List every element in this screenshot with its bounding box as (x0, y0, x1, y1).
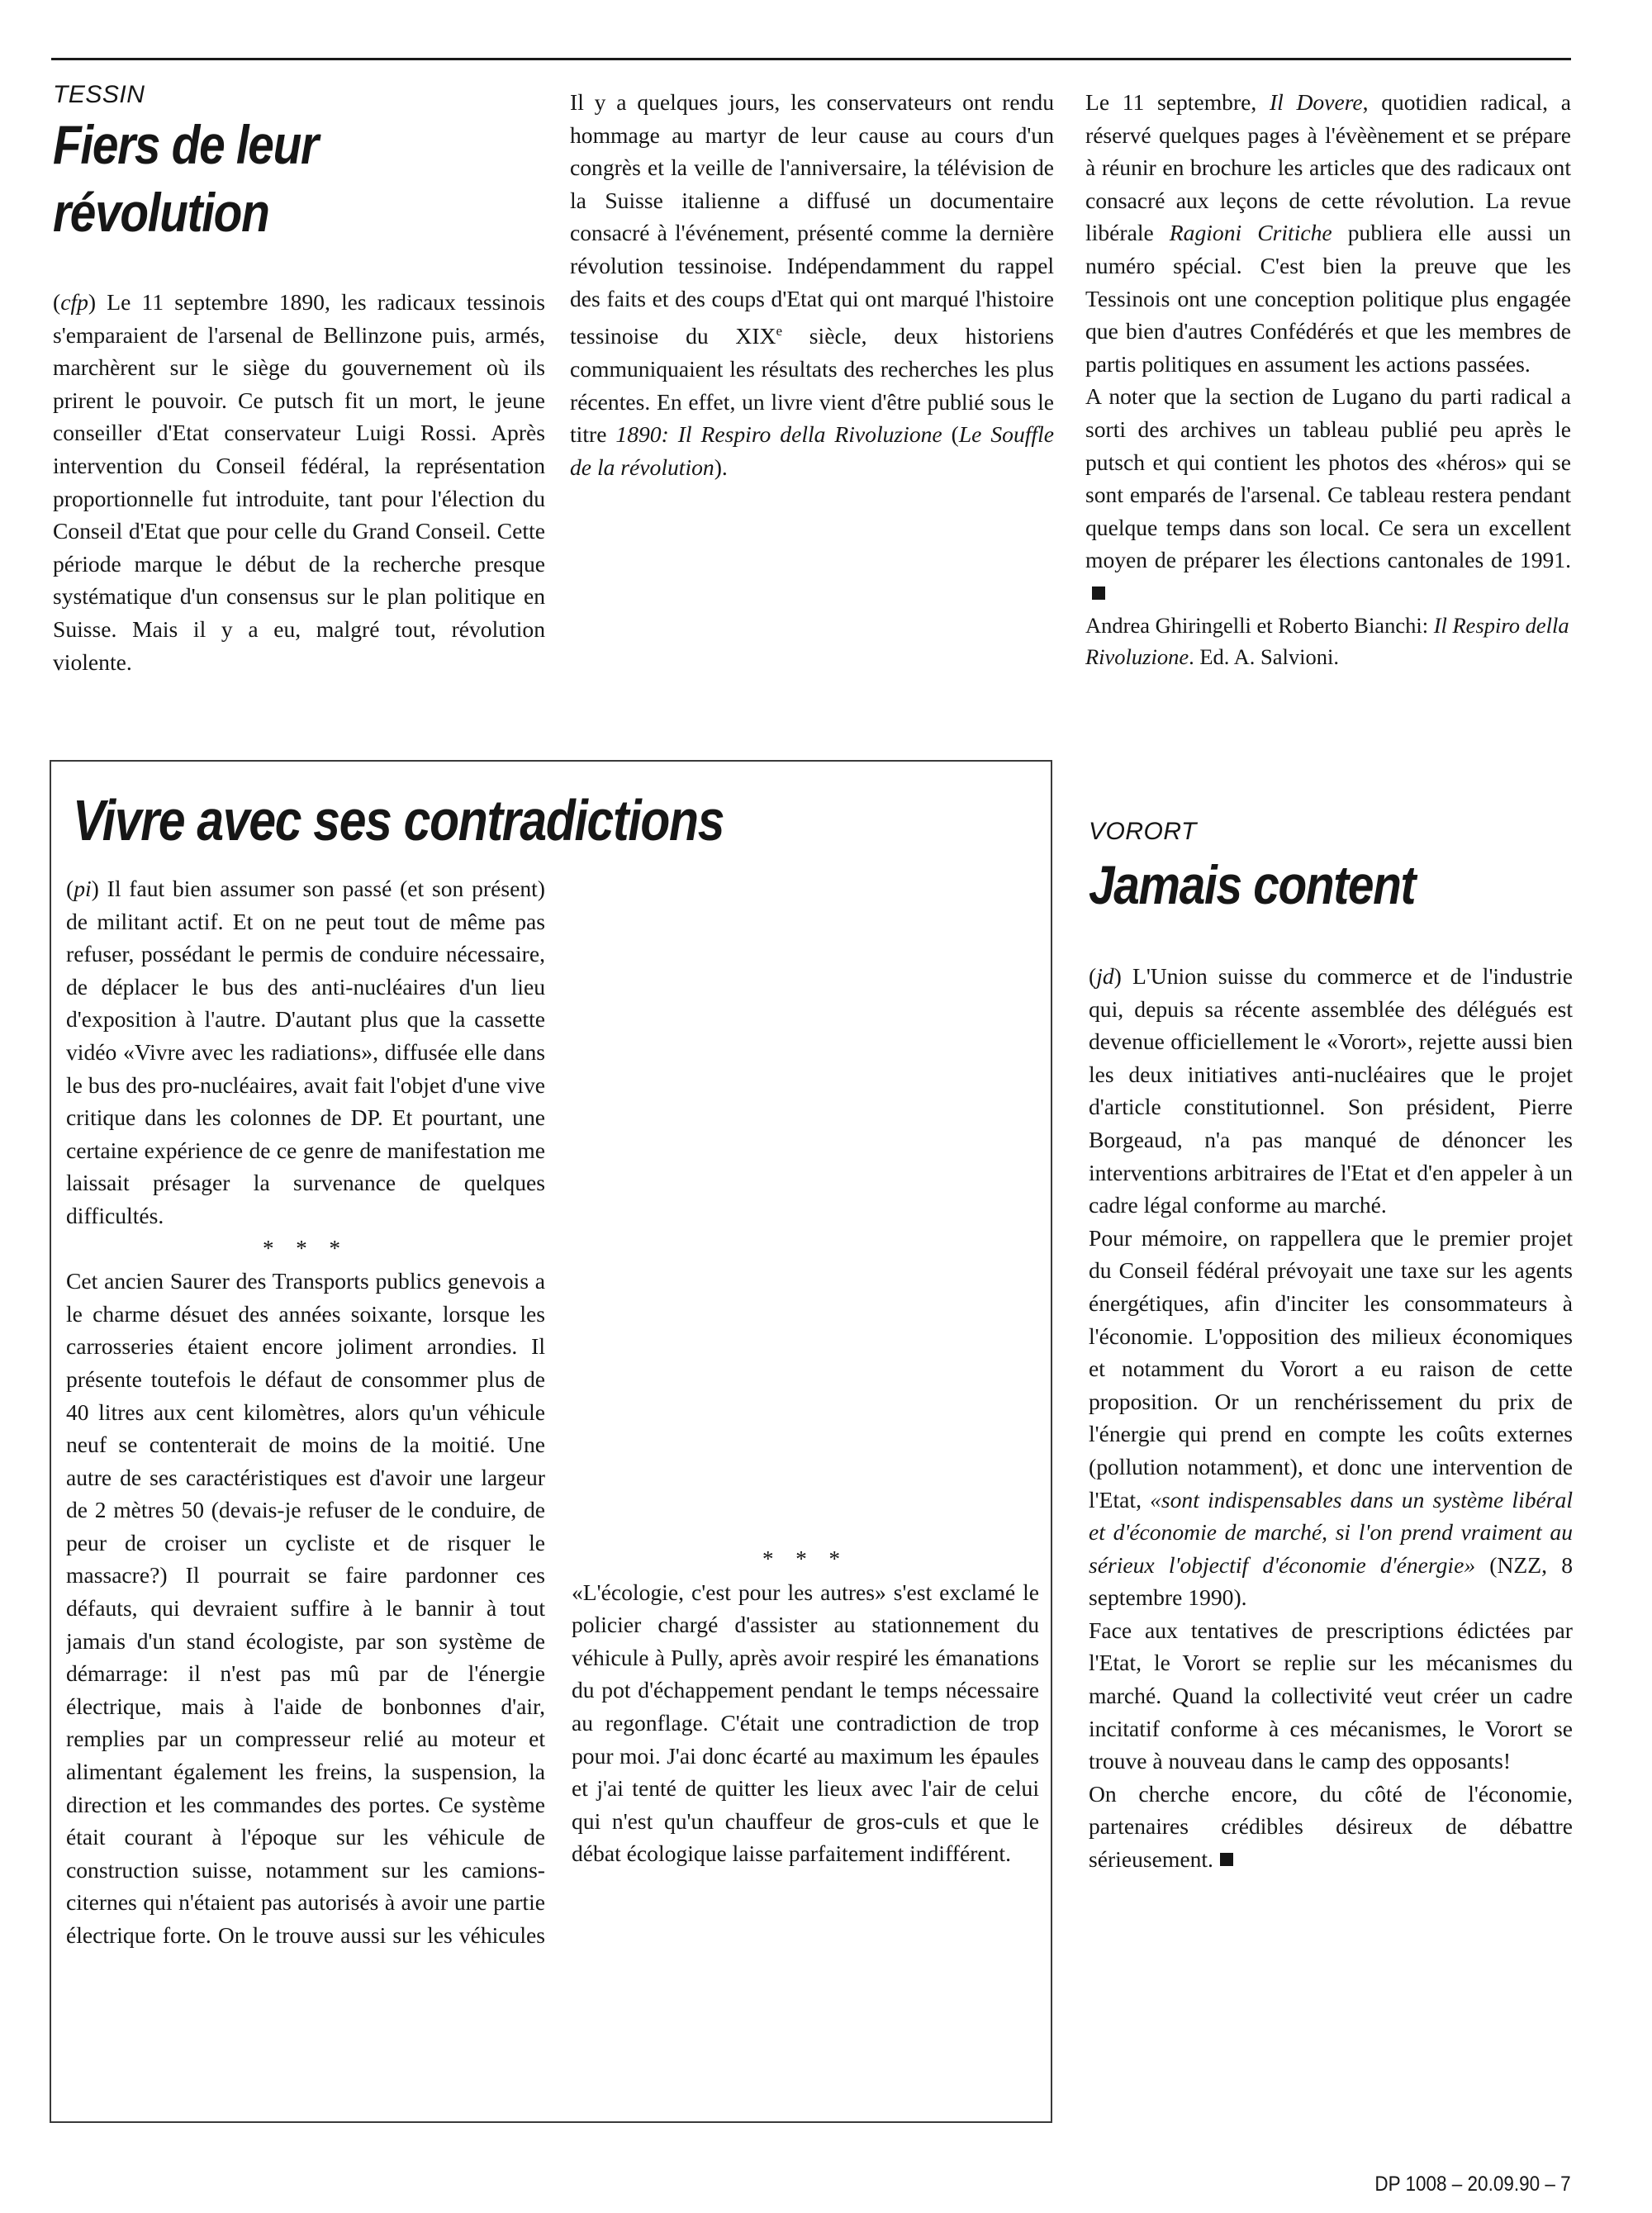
page-folio: DP 1008 – 20.09.90 – 7 (1374, 2173, 1571, 2196)
tessin-book-title: 1890: Il Respiro della Rivoluzione (615, 421, 942, 448)
tessin-body-1: (cfp) Le 11 septembre 1890, les radicaux tessinois s'emparaient de l'arsenal de Bellinzone puis, armés, marchèrent sur le siège du gouvernement où ils prirent le pouvoir. Ce putsch fit un mort, le jeune conseiller d'Etat conservateur Luigi Rossi. Après intervention du Conseil fédéral, la représentation proportionnelle fut introduite, tant pour l'élection du Conseil d'Etat que pour celle du Grand Conseil. Cette période marque le début de la recherche presque systématique d'un consensus sur le plan politique en Suisse. Mais il y a eu, malgré tout, révolution violente. (53, 289, 545, 675)
end-mark-icon (1092, 586, 1105, 600)
box-col-1 (66, 872, 545, 1955)
end-mark-icon (1220, 1853, 1233, 1866)
vorort-p4: On cherche encore, du côté de l'économie, partenaires crédibles désireux de débattre sérieusement. (1089, 1780, 1573, 1873)
tessin-col3-text: A noter que la section de Lugano du parti radical a sorti des archives un tableau publié peu après le putsch et qui contient les photos des «héros» qui se sont emparés de l'arsenal. Ce tableau restera pendant quelque temps dans son local. Ce sera un excellent moyen de préparer les élections cantonales de 1991. (1085, 383, 1571, 573)
tessin-title-line1: Fiers de leur (53, 114, 318, 175)
tessin-col2-p1d: ). (714, 454, 728, 480)
tessin-source-pub: . Ed. A. Salvioni. (1189, 643, 1339, 669)
tessin-p2c: publiera elle aussi un numéro spécial. C'est bien la preuve que les Tessinois ont une conception politique plus engagée que bien d'autres Confédérés et que les membres de partis politiques en assument les actions passées. (1085, 220, 1571, 377)
vorort-title: Jamais content (1089, 854, 1416, 915)
tessin-p2a: Le 11 septembre, (1085, 89, 1270, 115)
tessin-col2-p1b: siècle, deux historiens communiquaient les résultats des recherches les plus récentes. En effet, un livre vient d'être publié sous le titre (570, 323, 1054, 448)
tessin-kicker: TESSIN (53, 81, 145, 108)
box-separator-2: * * * (762, 1546, 848, 1571)
box-p1: Il faut bien assumer son passé (et son présent) de militant actif. Et on ne peut tout de même pas refuser, possédant le permis de conduire nécessaire, de déplacer le bus des anti-nucléaires d'un lieu d'exposition à l'autre. D'autant plus que la cassette vidéo «Vivre avec les radiations», diffusée elle dans le bus des pro-nucléaires, avait fait l'objet d'une vive critique dans les colonnes de DP. Et pourtant, une certaine expérience de ce genre de manifestation me laissait présager la survenance de quelques difficultés. (66, 876, 545, 1228)
tessin-col3-p3 (1085, 380, 1571, 609)
vorort-p2b: (NZZ, 8 septembre 1990). (1089, 1551, 1573, 1611)
box-p2-part2 (572, 872, 1039, 1527)
tessin-body-2 (570, 0, 1054, 86)
tessin-book-title-fr: Le Souffle de la révolution (570, 421, 1054, 480)
vorort-p2a: Pour mémoire, on rappellera que le premier projet du Conseil fédéral prévoyait une taxe sur les agents énergétiques, afin d'inciter les consommateurs à l'économie. L'opposition des milieux économiques et notamment du Vorort a eu raison de cette proposition. Or un renchérissement du prix de l'énergie qui prend en compte les coûts externes (pollution notamment), et donc une intervention de l'Etat, (1089, 1224, 1573, 1513)
tessin-source-title: Il Respiro della Rivoluzione (1085, 612, 1569, 669)
tessin-col3-body (1085, 86, 1571, 672)
vorort-author: jd (1096, 963, 1114, 989)
tessin-col2-p1 (570, 86, 1054, 483)
tessin-review: Ragioni Critiche (1169, 220, 1332, 246)
tessin-source (1085, 610, 1571, 672)
box-title: Vivre avec ses contradictions (73, 788, 724, 852)
box-body-1: (pi) Il faut bien assumer son passé (et son présent) de militant actif. Et on ne peut tout de même pas refuser, possédant le permis de conduire nécessaire, de déplacer le bus des anti-nucléaires d'un lieu d'exposition à l'autre. D'autant plus que la cassette vidéo «Vivre avec les radiations», diffusée elle dans le bus des pro-nucléaires, avait fait l'objet d'une vive critique dans les colonnes de DP. Et pourtant, une certaine expérience de ce genre de manifestation me laissait présager la survenance de quelques difficultés. * * * Cet ancien Saurer des Transports publics genevois a le charme désuet des années soixante, lorsque les carrosseries étaient encore joliment arrondies. Il présente toutefois le défaut de consommer plus de 40 litres aux cent kilomètres, alors qu'un véhicule neuf se contenterait de moins de la moitié. Une autre de ses caractéristiques est d'avoir une largeur de 2 mètres 50 (devais-je refuser de le conduire, de peur de croiser un cycliste et de risquer le massacre?) Il pourrait se faire pardonner ces défauts, qui devraient suffire à le bannir à tout jamais d'un stand écologiste, par son système de démarrage: il n'est pas mû par de l'énergie électrique, mais à l'aide de bonbonnes d'air, remplies par un compresseur relié au moteur et alimentant également les freins, la suspension, la direction et les commandes des portes. Ce système était courant à l'époque sur les véhicule de construction suisse, notamment sur les camions-citernes qui n'étaient pas autorisés à avoir une partie électrique forte. On le trouve aussi sur les véhicules (66, 872, 545, 1955)
tessin-p2b: , quotidien radical, a réservé quelques pages à l'évèènement et se prépare à réunir en brochure les articles que des radicaux ont consacré aux leçons de cette révolution. La revue libérale (1085, 89, 1571, 246)
vorort-body: (jd) L'Union suisse du commerce et de l'industrie qui, depuis sa récente assemblée des délégués est devenue officiellement le «Vorort», rejette aussi bien les deux initiatives anti-nucléaires que le projet d'article constitutionnel. Son président, Pierre Borgeaud, n'a pas manqué de dénoncer les interventions arbitraires de l'Etat et d'en appeler à un cadre légal conforme au marché. Pour mémoire, on rappellera que le premier projet du Conseil fédéral prévoyait une taxe sur les agents énergétiques, afin d'inciter les consommateurs à l'économie. L'opposition des milieux économiques et notamment du Vorort a eu raison de cette proposition. Or un renchérissement du prix de l'énergie qui prend en compte les coûts externes (pollution notamment), et donc une intervention de l'Etat, «sont indispensables dans un système libéral et d'économie de marché, si l'on prend vraiment au sérieux l'objectif d'économie d'énergie» (NZZ, 8 septembre 1990). Face aux tentatives de prescriptions édictées par l'Etat, le Vorort se replie sur les mécanismes du marché. Quand la collectivité veut créer un cadre incitatif conforme à ces mécanismes, le Vorort se trouve à nouveau dans le camp des opposants! On cherche encore, du côté de l'économie, partenaires crédibles désireux de débattre sérieusement. (1089, 963, 1573, 1873)
vorort-quote: «sont indispensables dans un système libéral et d'économie de marché, si l'on prend vraiment au sérieux l'objectif d'économie d'énergie» (1089, 1486, 1573, 1578)
box-body-2 (572, 872, 1039, 1870)
tessin-newspaper: Il Dovere (1269, 89, 1363, 115)
box-p2-text-a: Cet ancien Saurer des Transports publics genevois a le charme désuet des années soixante, lorsque les carrosseries étaient encore joliment arrondies. Il présente toutefois le défaut de consommer plus de 40 litres aux cent kilomètres, alors qu'un véhicule neuf se contenterait de moins de la moitié. Une autre de ses caractéristiques est d'avoir une largeur de 2 mètres 50 (devais-je refuser de le conduire, de peur de croiser un cycliste et de risquer le massacre?) Il pourrait se faire pardonner ces défauts, qui devraient suffire à le bannir à tout jamais d'un stand écologiste, par son système de démarrage: il n'est pas mû par de l'énergie électrique, mais à l'aide de bonbonnes d'air, remplies par un compresseur relié au moteur et alimentant également les freins, la suspension, la direction et les commandes des portes. Ce système était courant à l'époque sur les véhicule de construction suisse, notamment sur les camions-citernes qui n'étaient pas autorisés à avoir une partie électrique forte. On le trouve aussi sur les véhicules (66, 1268, 545, 1948)
tessin-col-1 (53, 81, 545, 678)
tessin-col1-text: Le 11 septembre 1890, les radicaux tessinois s'emparaient de l'arsenal de Bellinzone puis, armés, marchèrent sur le siège du gouvernement où ils prirent le pouvoir. Ce putsch fit un mort, le jeune conseiller d'Etat conservateur Luigi Rossi. Après intervention du Conseil fédéral, la représentation proportionnelle fut introduite, tant pour l'élection du Conseil d'Etat que pour celle du Grand Conseil. Cette période marque le début de la recherche presque systématique d'un consensus sur le plan politique en Suisse. Mais il y a eu, malgré tout, révolution violente. (53, 289, 545, 675)
vorort-kicker: VORORT (1089, 818, 1197, 845)
vorort-p3: Face aux tentatives de prescriptions édictées par l'Etat, le Vorort se replie sur les mécanismes du marché. Quand la collectivité veut créer un cadre incitatif conforme à ces mécanismes, le Vorort se trouve à nouveau dans le camp des opposants! (1089, 1617, 1573, 1774)
tessin-title-line2: révolution (53, 182, 269, 243)
box-col-2 (572, 872, 1039, 1870)
box-p3: «L'écologie, c'est pour les autres» s'est exclamé le policier chargé d'assister au stationnement du véhicule à Pully, après avoir respiré les émanations du pot d'échappement pendant le temps nécessaire au regonflage. C'était une contradiction de trop pour moi. J'ai donc écarté au maximum les épaules et j'ai tenté de quitter les lieux avec l'air de celui qui n'est qu'un chauffeur de gros-culs et que le débat écologique laisse parfaitement indifférent. (572, 1579, 1039, 1867)
tessin-col2-body (570, 86, 1054, 483)
tessin-col2-sup: e (776, 323, 783, 340)
box-author: pi (74, 876, 92, 901)
tessin-author: cfp (60, 289, 88, 315)
box-p2-part1 (66, 1265, 545, 1955)
vorort-col (1089, 818, 1573, 1876)
tessin-col3-p2 (1085, 86, 1571, 380)
article-box (50, 760, 1052, 2123)
box-separator-1: * * * (263, 1235, 349, 1261)
tessin-col2-p1c: ( (942, 421, 959, 448)
tessin-col-3-content (1085, 86, 1571, 672)
tessin-source-authors: Andrea Ghiringelli et Roberto Bianchi: (1085, 612, 1434, 638)
vorort-p1: L'Union suisse du commerce et de l'industrie qui, depuis sa récente assemblée des délégués est devenue officiellement le «Vorort», rejette aussi bien les deux initiatives anti-nucléaires que le projet d'article constitutionnel. Son président, Pierre Borgeaud, n'a pas manqué de dénoncer les interventions arbitraires de l'Etat et d'en appeler à un cadre légal conforme au marché. (1089, 963, 1573, 1218)
tessin-col-2-content (570, 86, 1054, 483)
tessin-col2-p1-text: Il y a quelques jours, les conservateurs ont rendu hommage au martyr de leur cause au cours d'un congrès et la veille de l'anniversaire, la télévision de la Suisse italienne a diffusé un documentaire consacré à l'événement, présenté comme la dernière révolution tessinoise. Indépendamment du rappel des faits et des coups d'Etat qui ont marqué l'histoire tessinoise du XIX (570, 89, 1054, 349)
